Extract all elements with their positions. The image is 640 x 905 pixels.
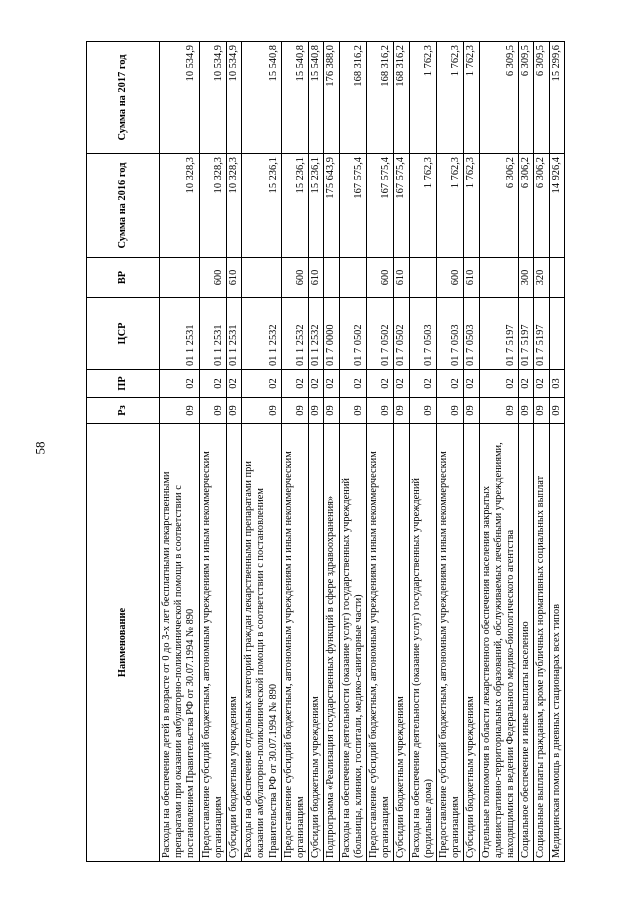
row-vr: 600 bbox=[367, 258, 394, 298]
row-rz: 09 bbox=[309, 398, 324, 424]
row-name: Социальное обеспечение и иные выплаты населению bbox=[519, 424, 534, 862]
table-row bbox=[409, 42, 436, 862]
row-rz: 09 bbox=[479, 398, 519, 424]
table-row bbox=[324, 42, 339, 862]
row-name: Субсидии бюджетным учреждениям bbox=[464, 424, 479, 862]
row-pr: 02 bbox=[227, 370, 242, 398]
row-sum-2016: 14 926,4 bbox=[549, 154, 564, 258]
row-rz: 09 bbox=[160, 398, 200, 424]
row-sum-2017: 6 309,5 bbox=[519, 42, 534, 154]
row-pr: 02 bbox=[394, 370, 409, 398]
table-row bbox=[464, 42, 479, 862]
row-sum-2016: 1 762,3 bbox=[409, 154, 436, 258]
row-sum-2016: 167 575,4 bbox=[339, 154, 366, 258]
row-pr: 02 bbox=[339, 370, 366, 398]
row-name: Субсидии бюджетным учреждениям bbox=[394, 424, 409, 862]
row-name: Предоставление субсидий бюджетным, автономным учреждениям и иным некоммерческим организациям bbox=[367, 424, 394, 862]
row-csr: 01 7 0502 bbox=[339, 298, 366, 370]
table-row bbox=[309, 42, 324, 862]
row-pr: 03 bbox=[549, 370, 564, 398]
row-pr: 02 bbox=[464, 370, 479, 398]
row-name: Предоставление субсидий бюджетным, автономным учреждениям и иным некоммерческим организациям bbox=[281, 424, 308, 862]
table-row bbox=[437, 42, 464, 862]
row-sum-2016: 15 236,1 bbox=[309, 154, 324, 258]
row-sum-2017: 1 762,3 bbox=[409, 42, 436, 154]
header-name: Наименование bbox=[87, 424, 160, 862]
row-rz: 09 bbox=[409, 398, 436, 424]
row-sum-2016: 167 575,4 bbox=[394, 154, 409, 258]
row-rz: 09 bbox=[339, 398, 366, 424]
table-row bbox=[199, 42, 226, 862]
row-rz: 09 bbox=[281, 398, 308, 424]
table-header-row bbox=[87, 42, 160, 862]
table-row bbox=[281, 42, 308, 862]
row-vr bbox=[339, 258, 366, 298]
row-vr: 600 bbox=[281, 258, 308, 298]
table-row bbox=[227, 42, 242, 862]
header-rz: Рз bbox=[87, 398, 160, 424]
header-pr: ПР bbox=[87, 370, 160, 398]
row-name: Предоставление субсидий бюджетным, автономным учреждениям и иным некоммерческим организациям bbox=[199, 424, 226, 862]
row-sum-2016: 6 306,2 bbox=[519, 154, 534, 258]
row-rz: 09 bbox=[549, 398, 564, 424]
row-vr bbox=[409, 258, 436, 298]
header-sum-2017: Сумма на 2017 год bbox=[87, 42, 160, 154]
row-sum-2017: 1 762,3 bbox=[464, 42, 479, 154]
table-row bbox=[160, 42, 200, 862]
row-csr: 01 7 0503 bbox=[409, 298, 436, 370]
table-row bbox=[242, 42, 282, 862]
row-sum-2017: 176 388,0 bbox=[324, 42, 339, 154]
row-name: Подпрограмма «Реализация государственных функций в сфере здравоохранения» bbox=[324, 424, 339, 862]
header-sum-2016: Сумма на 2016 год bbox=[87, 154, 160, 258]
row-name: Медицинская помощь в дневных стационарах всех типов bbox=[549, 424, 564, 862]
row-rz: 09 bbox=[437, 398, 464, 424]
row-rz: 09 bbox=[464, 398, 479, 424]
row-pr: 02 bbox=[242, 370, 282, 398]
row-name: Расходы на обеспечение детей в возрасте от 0 до 3-х лет бесплатными лекарственными препаратами при оказании амбулаторно-поликлинической помощи в соответствии с постановлением Правительства РФ от 30.07.1994 № 890 bbox=[160, 424, 200, 862]
row-vr: 610 bbox=[464, 258, 479, 298]
row-vr: 610 bbox=[309, 258, 324, 298]
rotated-page-content bbox=[86, 42, 564, 862]
row-name: Отдельные полномочия в области лекарственного обеспечения населения закрытых административно-территориальных образований, обслуживаемых лечебными учреждениями, находящимися в ведении Федерального медико-биологического агентства bbox=[479, 424, 519, 862]
row-sum-2017: 1 762,3 bbox=[437, 42, 464, 154]
row-csr: 01 7 5197 bbox=[534, 298, 549, 370]
row-csr: 01 1 2532 bbox=[242, 298, 282, 370]
row-pr: 02 bbox=[479, 370, 519, 398]
row-pr: 02 bbox=[160, 370, 200, 398]
row-pr: 02 bbox=[324, 370, 339, 398]
row-sum-2017: 15 540,8 bbox=[281, 42, 308, 154]
row-sum-2016: 10 328,3 bbox=[227, 154, 242, 258]
row-csr: 01 7 0502 bbox=[367, 298, 394, 370]
row-sum-2017: 10 534,9 bbox=[199, 42, 226, 154]
row-pr: 02 bbox=[437, 370, 464, 398]
table-row bbox=[519, 42, 534, 862]
row-vr bbox=[549, 258, 564, 298]
row-rz: 09 bbox=[199, 398, 226, 424]
row-sum-2016: 6 306,2 bbox=[479, 154, 519, 258]
row-sum-2017: 15 540,8 bbox=[242, 42, 282, 154]
table-body bbox=[160, 42, 565, 862]
row-vr bbox=[242, 258, 282, 298]
row-sum-2017: 6 309,5 bbox=[534, 42, 549, 154]
row-sum-2016: 15 236,1 bbox=[281, 154, 308, 258]
row-pr: 02 bbox=[409, 370, 436, 398]
row-rz: 09 bbox=[324, 398, 339, 424]
row-sum-2017: 15 299,6 bbox=[549, 42, 564, 154]
row-name: Расходы на обеспечение отдельных категорий граждан лекарственными препаратами при оказании амбулаторно-поликлинической помощи в соответствии с постановлением Правительства РФ от 30.07.1994 № 890 bbox=[242, 424, 282, 862]
row-sum-2017: 10 534,9 bbox=[227, 42, 242, 154]
row-csr: 01 1 2531 bbox=[227, 298, 242, 370]
row-rz: 09 bbox=[367, 398, 394, 424]
row-sum-2017: 168 316,2 bbox=[367, 42, 394, 154]
row-vr: 320 bbox=[534, 258, 549, 298]
row-csr: 01 1 2531 bbox=[160, 298, 200, 370]
row-sum-2017: 168 316,2 bbox=[339, 42, 366, 154]
row-rz: 09 bbox=[394, 398, 409, 424]
row-name: Социальные выплаты гражданам, кроме публичных нормативных социальных выплат bbox=[534, 424, 549, 862]
row-vr bbox=[479, 258, 519, 298]
row-pr: 02 bbox=[534, 370, 549, 398]
row-rz: 09 bbox=[242, 398, 282, 424]
row-pr: 02 bbox=[309, 370, 324, 398]
table-row bbox=[394, 42, 409, 862]
row-vr bbox=[160, 258, 200, 298]
row-sum-2016: 10 328,3 bbox=[199, 154, 226, 258]
table-row bbox=[367, 42, 394, 862]
row-csr: 01 7 5197 bbox=[519, 298, 534, 370]
row-sum-2017: 10 534,9 bbox=[160, 42, 200, 154]
row-csr: 01 1 2532 bbox=[309, 298, 324, 370]
row-sum-2016: 1 762,3 bbox=[464, 154, 479, 258]
row-csr: 01 7 0000 bbox=[324, 298, 339, 370]
budget-table bbox=[86, 41, 565, 862]
row-sum-2016: 1 762,3 bbox=[437, 154, 464, 258]
row-pr: 02 bbox=[519, 370, 534, 398]
row-rz: 09 bbox=[519, 398, 534, 424]
row-csr: 01 7 5197 bbox=[479, 298, 519, 370]
row-csr bbox=[549, 298, 564, 370]
row-csr: 01 1 2531 bbox=[199, 298, 226, 370]
row-name: Расходы на обеспечение деятельности (оказание услуг) государственных учреждений (больницы, клиники, госпитали, медико-санитарные части) bbox=[339, 424, 366, 862]
table-row bbox=[479, 42, 519, 862]
row-pr: 02 bbox=[367, 370, 394, 398]
table-row bbox=[534, 42, 549, 862]
page-number: 58 bbox=[32, 441, 48, 455]
row-sum-2016: 167 575,4 bbox=[367, 154, 394, 258]
row-pr: 02 bbox=[281, 370, 308, 398]
row-sum-2017: 6 309,5 bbox=[479, 42, 519, 154]
table-row bbox=[339, 42, 366, 862]
row-vr: 600 bbox=[437, 258, 464, 298]
row-sum-2017: 168 316,2 bbox=[394, 42, 409, 154]
row-vr bbox=[324, 258, 339, 298]
row-csr: 01 7 0503 bbox=[437, 298, 464, 370]
row-sum-2016: 175 643,9 bbox=[324, 154, 339, 258]
row-vr: 300 bbox=[519, 258, 534, 298]
row-rz: 09 bbox=[227, 398, 242, 424]
row-vr: 610 bbox=[394, 258, 409, 298]
row-sum-2016: 10 328,3 bbox=[160, 154, 200, 258]
row-rz: 09 bbox=[534, 398, 549, 424]
row-name: Субсидии бюджетным учреждениям bbox=[309, 424, 324, 862]
row-pr: 02 bbox=[199, 370, 226, 398]
row-csr: 01 7 0502 bbox=[394, 298, 409, 370]
row-sum-2017: 15 540,8 bbox=[309, 42, 324, 154]
row-csr: 01 1 2532 bbox=[281, 298, 308, 370]
row-name: Предоставление субсидий бюджетным, автономным учреждениям и иным некоммерческим организациям bbox=[437, 424, 464, 862]
table-row bbox=[549, 42, 564, 862]
row-sum-2016: 15 236,1 bbox=[242, 154, 282, 258]
row-name: Субсидии бюджетным учреждениям bbox=[227, 424, 242, 862]
row-sum-2016: 6 306,2 bbox=[534, 154, 549, 258]
row-csr: 01 7 0503 bbox=[464, 298, 479, 370]
header-csr: ЦСР bbox=[87, 298, 160, 370]
header-vr: ВР bbox=[87, 258, 160, 298]
row-name: Расходы на обеспечение деятельности (оказание услуг) государственных учреждений (родильные дома) bbox=[409, 424, 436, 862]
row-vr: 610 bbox=[227, 258, 242, 298]
row-vr: 600 bbox=[199, 258, 226, 298]
